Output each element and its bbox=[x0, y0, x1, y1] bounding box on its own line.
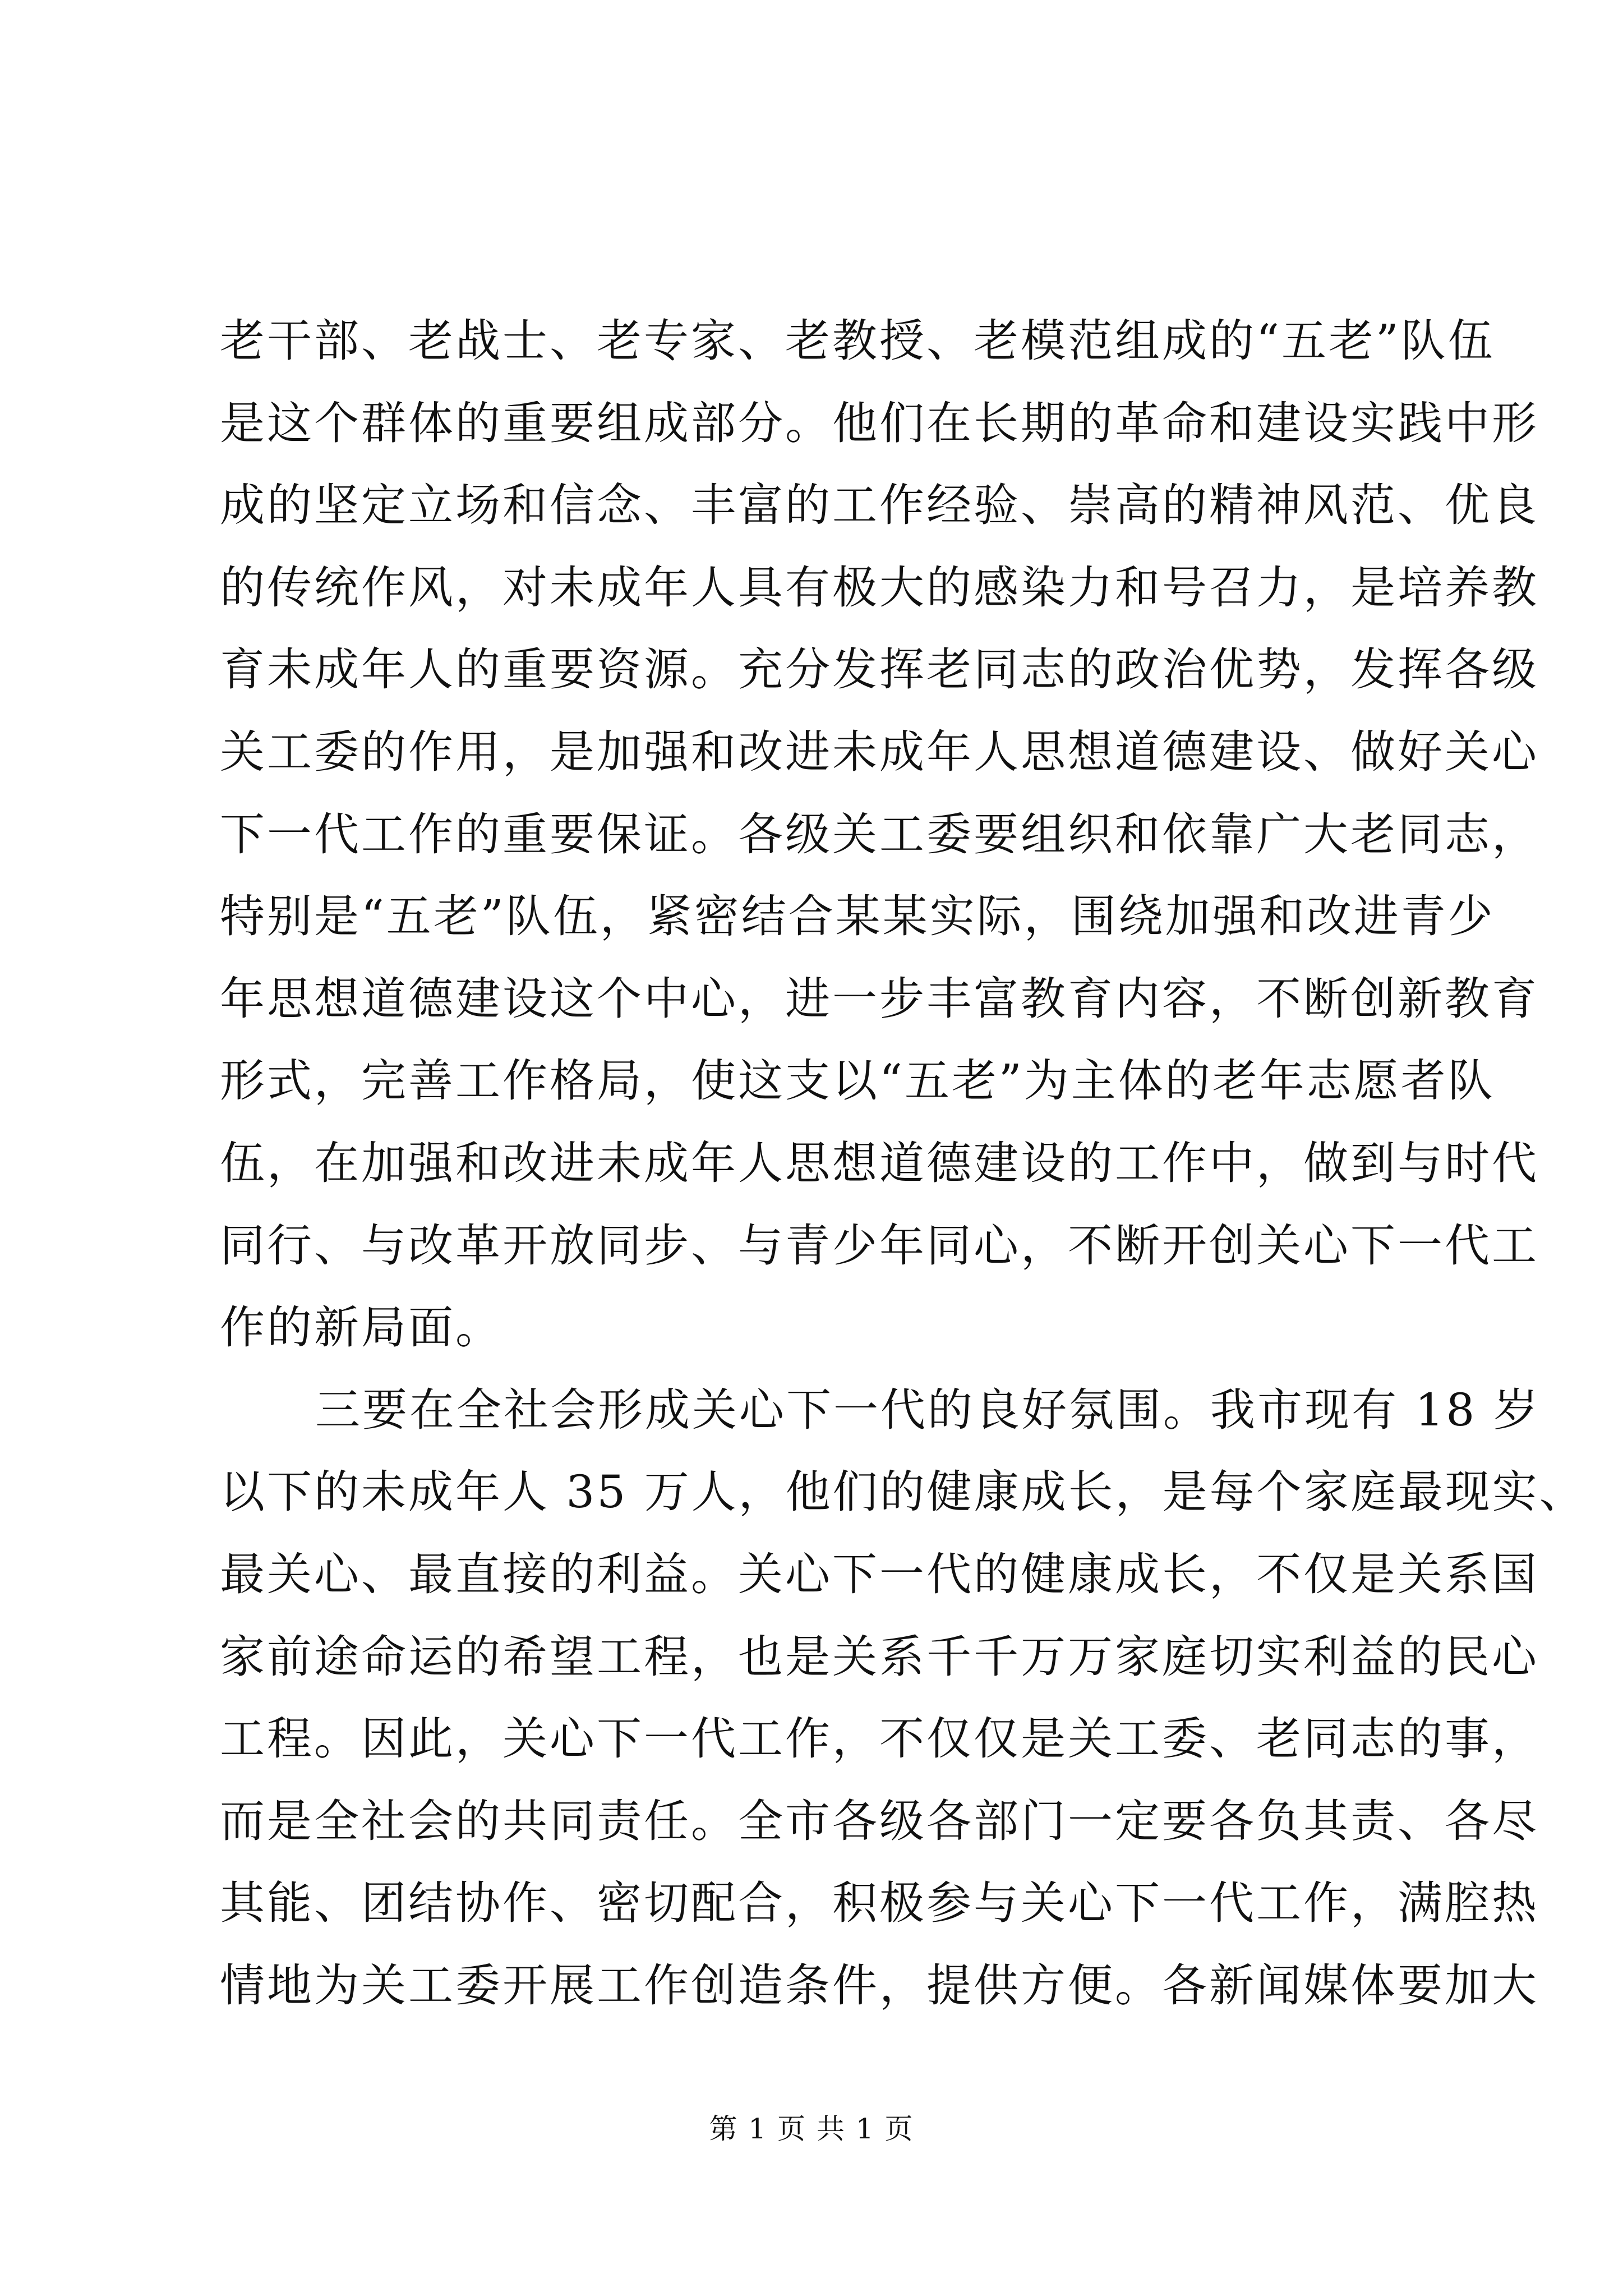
text-line: 情地为关工委开展工作创造条件，提供方便。各新闻媒体要加大 bbox=[220, 1959, 1539, 2012]
text-line: 以下的未成年人 35 万人，他们的健康成长，是每个家庭最现实、 bbox=[220, 1466, 1587, 1519]
text-line: 老干部、老战士、老专家、老教授、老模范组成的“五老”队伍 bbox=[220, 315, 1495, 367]
text-line: 形式，完善工作格局，使这支以“五老”为主体的老年志愿者队 bbox=[220, 1055, 1495, 1107]
body-text bbox=[220, 300, 1587, 2027]
text-line: 作的新局面。 bbox=[220, 1301, 502, 1354]
text-line: 家前途命运的希望工程，也是关系千千万万家庭切实利益的民心 bbox=[220, 1630, 1539, 1683]
text-line: 的传统作风，对未成年人具有极大的感染力和号召力，是培养教 bbox=[220, 561, 1539, 614]
text-line: 伍，在加强和改进未成年人思想道德建设的工作中，做到与时代 bbox=[220, 1137, 1539, 1189]
text-line: 三要在全社会形成关心下一代的良好氛围。我市现有 18 岁 bbox=[315, 1383, 1541, 1436]
text-line: 而是全社会的共同责任。全市各级各部门一定要各负其责、各尽 bbox=[220, 1795, 1539, 1847]
page-footer bbox=[0, 2109, 1623, 2148]
text-line: 关工委的作用，是加强和改进未成年人思想道德建设、做好关心 bbox=[220, 725, 1539, 778]
text-line: 同行、与改革开放同步、与青少年同心，不断开创关心下一代工 bbox=[220, 1219, 1539, 1272]
text-line: 工程。因此，关心下一代工作，不仅仅是关工委、老同志的事， bbox=[220, 1713, 1539, 1765]
text-line: 是这个群体的重要组成部分。他们在长期的革命和建设实践中形 bbox=[220, 397, 1539, 449]
text-line: 成的坚定立场和信念、丰富的工作经验、崇高的精神风范、优良 bbox=[220, 479, 1539, 532]
text-line: 年思想道德建设这个中心，进一步丰富教育内容，不断创新教育 bbox=[220, 972, 1539, 1025]
text-line: 下一代工作的重要保证。各级关工委要组织和依靠广大老同志， bbox=[220, 808, 1539, 861]
page-number-label: 第 1 页 共 1 页 bbox=[709, 2113, 914, 2145]
text-line: 其能、团结协作、密切配合，积极参与关心下一代工作，满腔热 bbox=[220, 1877, 1539, 1930]
paragraph-1 bbox=[220, 300, 1539, 1369]
paragraph-2 bbox=[220, 1369, 1587, 2027]
text-line: 特别是“五老”队伍，紧密结合某某实际，围绕加强和改进青少 bbox=[220, 890, 1495, 943]
text-line: 育未成年人的重要资源。充分发挥老同志的政治优势，发挥各级 bbox=[220, 643, 1539, 696]
text-line: 最关心、最直接的利益。关心下一代的健康成长，不仅是关系国 bbox=[220, 1548, 1539, 1600]
